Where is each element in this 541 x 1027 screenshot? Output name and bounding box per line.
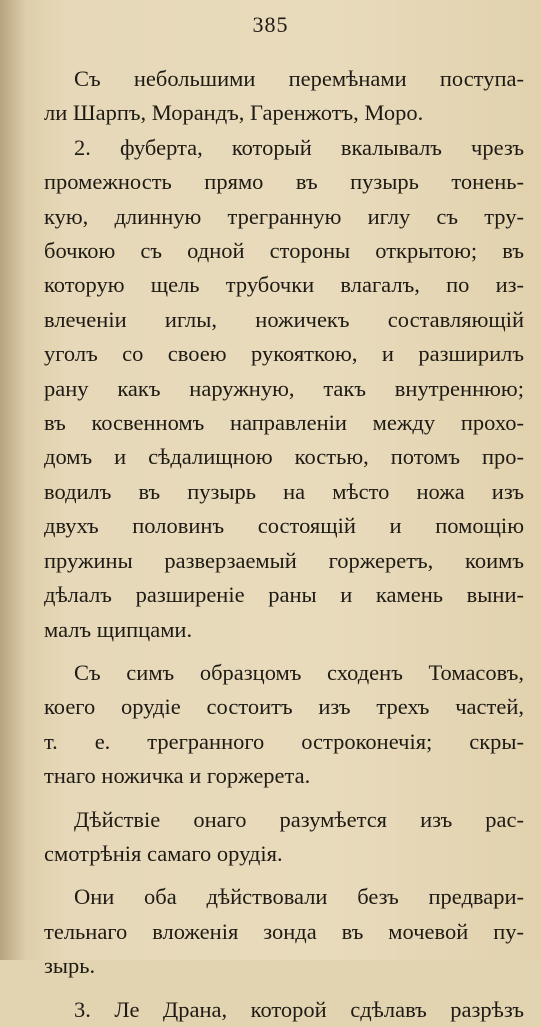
text-line: Съ небольшими перемѣнами поступа- — [74, 66, 524, 91]
text-line: зырь. — [44, 953, 96, 979]
text-line: Они оба дѣйствовали безъ предвари- — [74, 884, 524, 910]
text-line: малъ щипцами. — [44, 616, 193, 642]
text-line: домъ и сѣдалищною костью, потомъ про- — [44, 444, 524, 470]
text-line: уголъ со своею рукояткою, и разширилъ — [44, 341, 524, 367]
text-line: т. е. трегранного остроконечія; скры- — [44, 728, 524, 754]
text-line: которую щель трубочки влагалъ, по из- — [44, 272, 524, 298]
text-line: тельнаго вложенія зонда въ мочевой пу- — [44, 918, 524, 944]
text-line: Съ симъ образцомъ сходенъ Томасовъ, — [74, 659, 524, 685]
text-line: промежность прямо въ пузырь тонень- — [44, 169, 524, 195]
text-line: коего орудіе состоитъ изъ трехъ частей, — [44, 694, 524, 720]
text-line: двухъ половинъ состоящій и помощію — [44, 513, 524, 539]
text-line-heading — [44, 131, 524, 165]
text-line: пружины разверзаемый горжеретъ, коимъ — [44, 547, 524, 573]
body-text — [44, 62, 524, 1027]
text-line: ли Шарпъ, Морандъ, Гаренжотъ, Моро. — [44, 100, 424, 126]
text-line: дѣлалъ разширеніе раны и камень выни- — [44, 582, 524, 608]
text-line: Дѣйствіе онаго разумѣется изъ рас- — [74, 806, 524, 832]
text-line: тнаго ножичка и горжерета. — [44, 763, 311, 789]
text-line: кую, длинную трегранную иглу съ тру- — [44, 203, 524, 229]
text-line: влеченіи иглы, ножичекъ составляющій — [44, 306, 524, 332]
page-number: 385 — [252, 12, 289, 37]
text-line: рану какъ наружную, такъ внутреннюю; — [44, 375, 524, 401]
text-line-span: 2. фуберта, который вкалывалъ чрезъ — [74, 134, 524, 160]
text-line: бочкою съ одной стороны открытою; въ — [44, 238, 524, 264]
text-line: 3. Ле Драна, которой сдѣлавъ разрѣзъ — [74, 996, 524, 1022]
text-line: водилъ въ пузырь на мѣсто ножа изъ — [44, 478, 524, 504]
text-line: смотрѣнія самаго орудія. — [44, 840, 283, 866]
text-line: въ косвенномъ направленіи между прохо- — [44, 410, 524, 436]
